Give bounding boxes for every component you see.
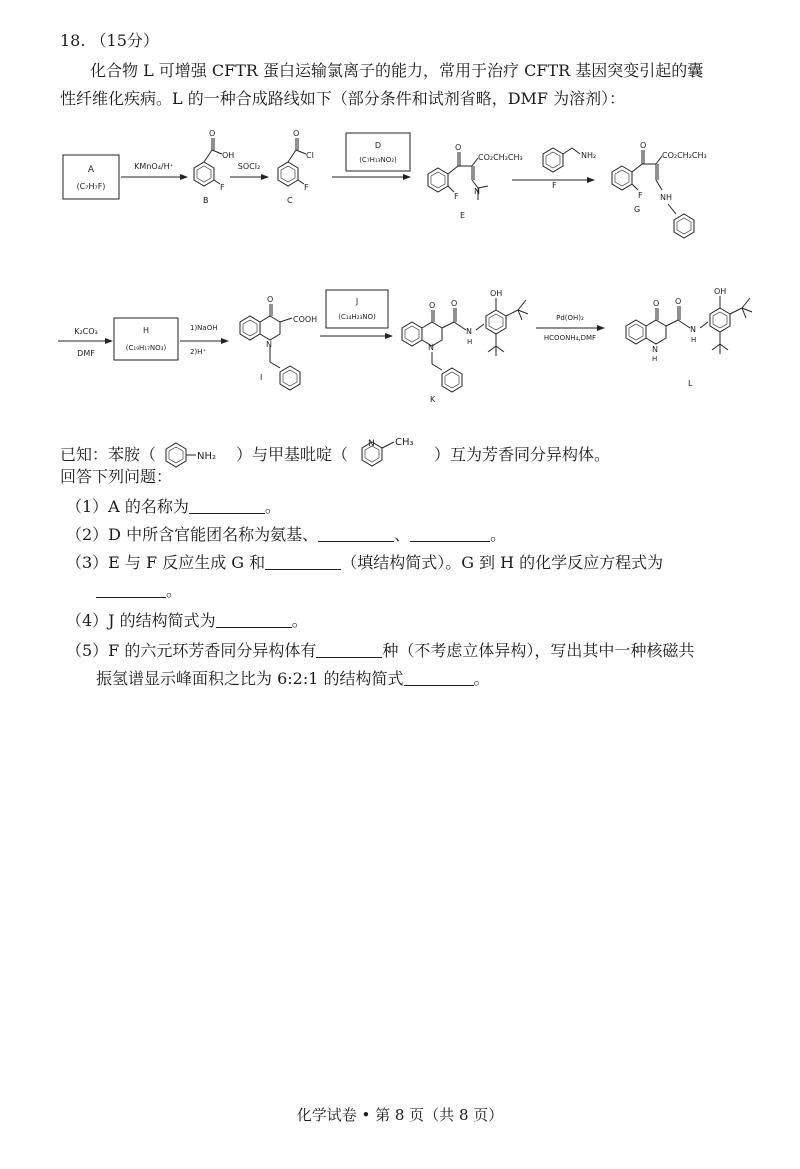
known-prefix: 已知：苯胺（ <box>60 445 157 464</box>
compound-d-formula: (C₇H₁₃NO₂) <box>359 156 397 164</box>
compound-f-label: F <box>552 181 557 190</box>
b-atom-f: F <box>220 183 225 192</box>
g-atom-nh: NH <box>660 193 672 202</box>
reagent-h-plus: 2)H⁺ <box>190 348 207 356</box>
compound-g <box>612 150 694 238</box>
question-5 <box>66 640 694 662</box>
q3-blank-1[interactable] <box>265 553 341 570</box>
box-h <box>114 318 178 360</box>
pyridine-ch3: CH₃ <box>395 437 414 448</box>
answer-prompt: 回答下列问题： <box>60 467 173 486</box>
q1-blank[interactable] <box>189 497 265 514</box>
i-atom-o: O <box>267 295 274 304</box>
g-atom-f: F <box>638 191 643 200</box>
q2-sep: 、 <box>394 525 411 544</box>
compound-d-label: D <box>374 141 382 150</box>
k-atom-o2: O <box>451 299 458 308</box>
question-2 <box>66 524 506 546</box>
compound-l-label: L <box>688 379 693 388</box>
page-footer: 化学试卷 • 第 8 页（共 8 页） <box>296 1106 504 1124</box>
known-mid: ）与甲基吡啶（ <box>236 445 349 464</box>
compound-c <box>278 138 306 186</box>
reagent-kmno4: KMnO₄/H⁺ <box>134 162 174 171</box>
q3-end: 。 <box>166 581 183 600</box>
compound-h-formula: (C₁₉H₁₇NO₃) <box>125 344 167 352</box>
l-atom-n: N <box>652 345 658 354</box>
compound-i-label: I <box>260 373 263 382</box>
q4-end: 。 <box>291 611 308 630</box>
c-atom-cl: Cl <box>306 151 314 160</box>
q3-text-2: （填结构简式）。G 到 H 的化学反应方程式为 <box>341 553 664 572</box>
l-atom-h: H <box>691 336 697 344</box>
k-atom-o1: O <box>429 301 436 310</box>
box-a <box>63 155 119 199</box>
l-atom-nh: N <box>690 325 696 334</box>
q1-text: （1）A 的名称为 <box>66 497 189 516</box>
compound-b-label: B <box>203 196 209 205</box>
q5-end: 。 <box>473 669 490 688</box>
k-atom-nh: N <box>466 327 472 336</box>
g-atom-o: O <box>640 141 647 150</box>
compound-j-formula: (C₁₄H₂₃NO) <box>338 313 376 321</box>
intro-line-2: 性纤维化疾病。L 的一种合成路线如下（部分条件和试剂省略，DMF 为溶剂）： <box>60 89 626 108</box>
q1-end: 。 <box>264 497 281 516</box>
l-atom-nh-h: H <box>652 355 658 363</box>
question-score: （15分） <box>90 31 159 50</box>
q2-blank-2[interactable] <box>410 525 490 542</box>
l-atom-o1: O <box>653 299 660 308</box>
q2-end: 。 <box>490 525 507 544</box>
q3-blank-2[interactable] <box>96 581 166 598</box>
g-atom-co2et: CO₂CH₂CH₃ <box>662 151 707 160</box>
q4-text: （4）J 的结构简式为 <box>66 611 216 630</box>
compound-a-formula: (C₇H₇F) <box>76 182 106 191</box>
aniline-structure <box>156 440 236 468</box>
e-atom-f: F <box>454 192 459 201</box>
f-atom-nh2: NH₂ <box>581 151 597 160</box>
k-atom-h: H <box>467 338 473 346</box>
aniline-nh2: NH₂ <box>197 451 217 462</box>
c-atom-o: O <box>293 129 300 138</box>
reagent-naoh: 1)NaOH <box>190 324 218 332</box>
compound-c-label: C <box>287 196 293 205</box>
e-atom-o: O <box>455 143 462 152</box>
question-5-cont <box>96 668 490 690</box>
compound-e-label: E <box>460 211 466 220</box>
box-d <box>346 133 410 171</box>
box-j <box>326 290 388 328</box>
i-atom-n: N <box>266 340 272 349</box>
q5-text: （5）F 的六元环芳香同分异构体有 <box>66 641 317 660</box>
question-1 <box>66 496 281 518</box>
question-4 <box>66 610 308 632</box>
q5-blank-2[interactable] <box>404 669 474 686</box>
known-statement <box>60 436 610 470</box>
q2-blank-1[interactable] <box>318 525 394 542</box>
c-atom-f: F <box>304 183 309 192</box>
i-atom-cooh: COOH <box>293 315 318 324</box>
q2-text: （2）D 中所含官能团名称为氨基、 <box>66 525 319 544</box>
compound-k <box>402 298 528 392</box>
q4-blank[interactable] <box>216 611 292 628</box>
intro-line-1: 化合物 L 可增强 CFTR 蛋白运输氯离子的能力，常用于治疗 CFTR 基因突变引起的囊 <box>90 61 704 80</box>
reagent-k2co3: K₂CO₃ <box>74 327 98 336</box>
methylpyridine-structure <box>348 436 434 470</box>
reagent-hcoonh4: HCOONH₄,DMF <box>543 334 597 342</box>
reagent-dmf: DMF <box>77 349 95 358</box>
compound-b <box>194 138 222 186</box>
compound-k-label: K <box>430 395 436 404</box>
q3-text: （3）E 与 F 反应生成 G 和 <box>66 553 266 572</box>
compound-g-label: G <box>634 205 641 214</box>
compound-j-label: J <box>355 297 359 306</box>
q5-blank-1[interactable] <box>316 641 382 658</box>
e-atom-n: N <box>474 187 480 196</box>
compound-f <box>543 148 580 172</box>
synthesis-scheme <box>0 0 800 430</box>
compound-l <box>626 296 752 354</box>
compound-a-label: A <box>87 165 95 175</box>
compound-h-label: H <box>142 326 150 335</box>
b-atom-oh: OH <box>222 151 235 160</box>
q5-text-3: 振氢谱显示峰面积之比为 6:2:1 的结构简式 <box>96 669 404 688</box>
l-atom-oh: OH <box>714 287 727 296</box>
reagent-pdoh2: Pd(OH)₂ <box>556 314 584 322</box>
reagent-socl2: SOCl₂ <box>237 162 261 171</box>
l-atom-o2: O <box>675 297 682 306</box>
question-3 <box>66 552 663 574</box>
e-atom-co2et: CO₂CH₂CH₃ <box>478 153 523 162</box>
q5-text-2: 种（不考虑立体异构），写出其中一种核磁共 <box>382 641 695 660</box>
pyridine-n: N <box>368 439 375 449</box>
known-suffix: ）互为芳香同分异构体。 <box>434 445 611 464</box>
question-3-cont <box>96 580 182 602</box>
question-number: 18. <box>60 31 86 50</box>
k-atom-oh: OH <box>490 289 503 298</box>
b-atom-o: O <box>209 129 216 138</box>
k-atom-n: N <box>428 343 434 352</box>
